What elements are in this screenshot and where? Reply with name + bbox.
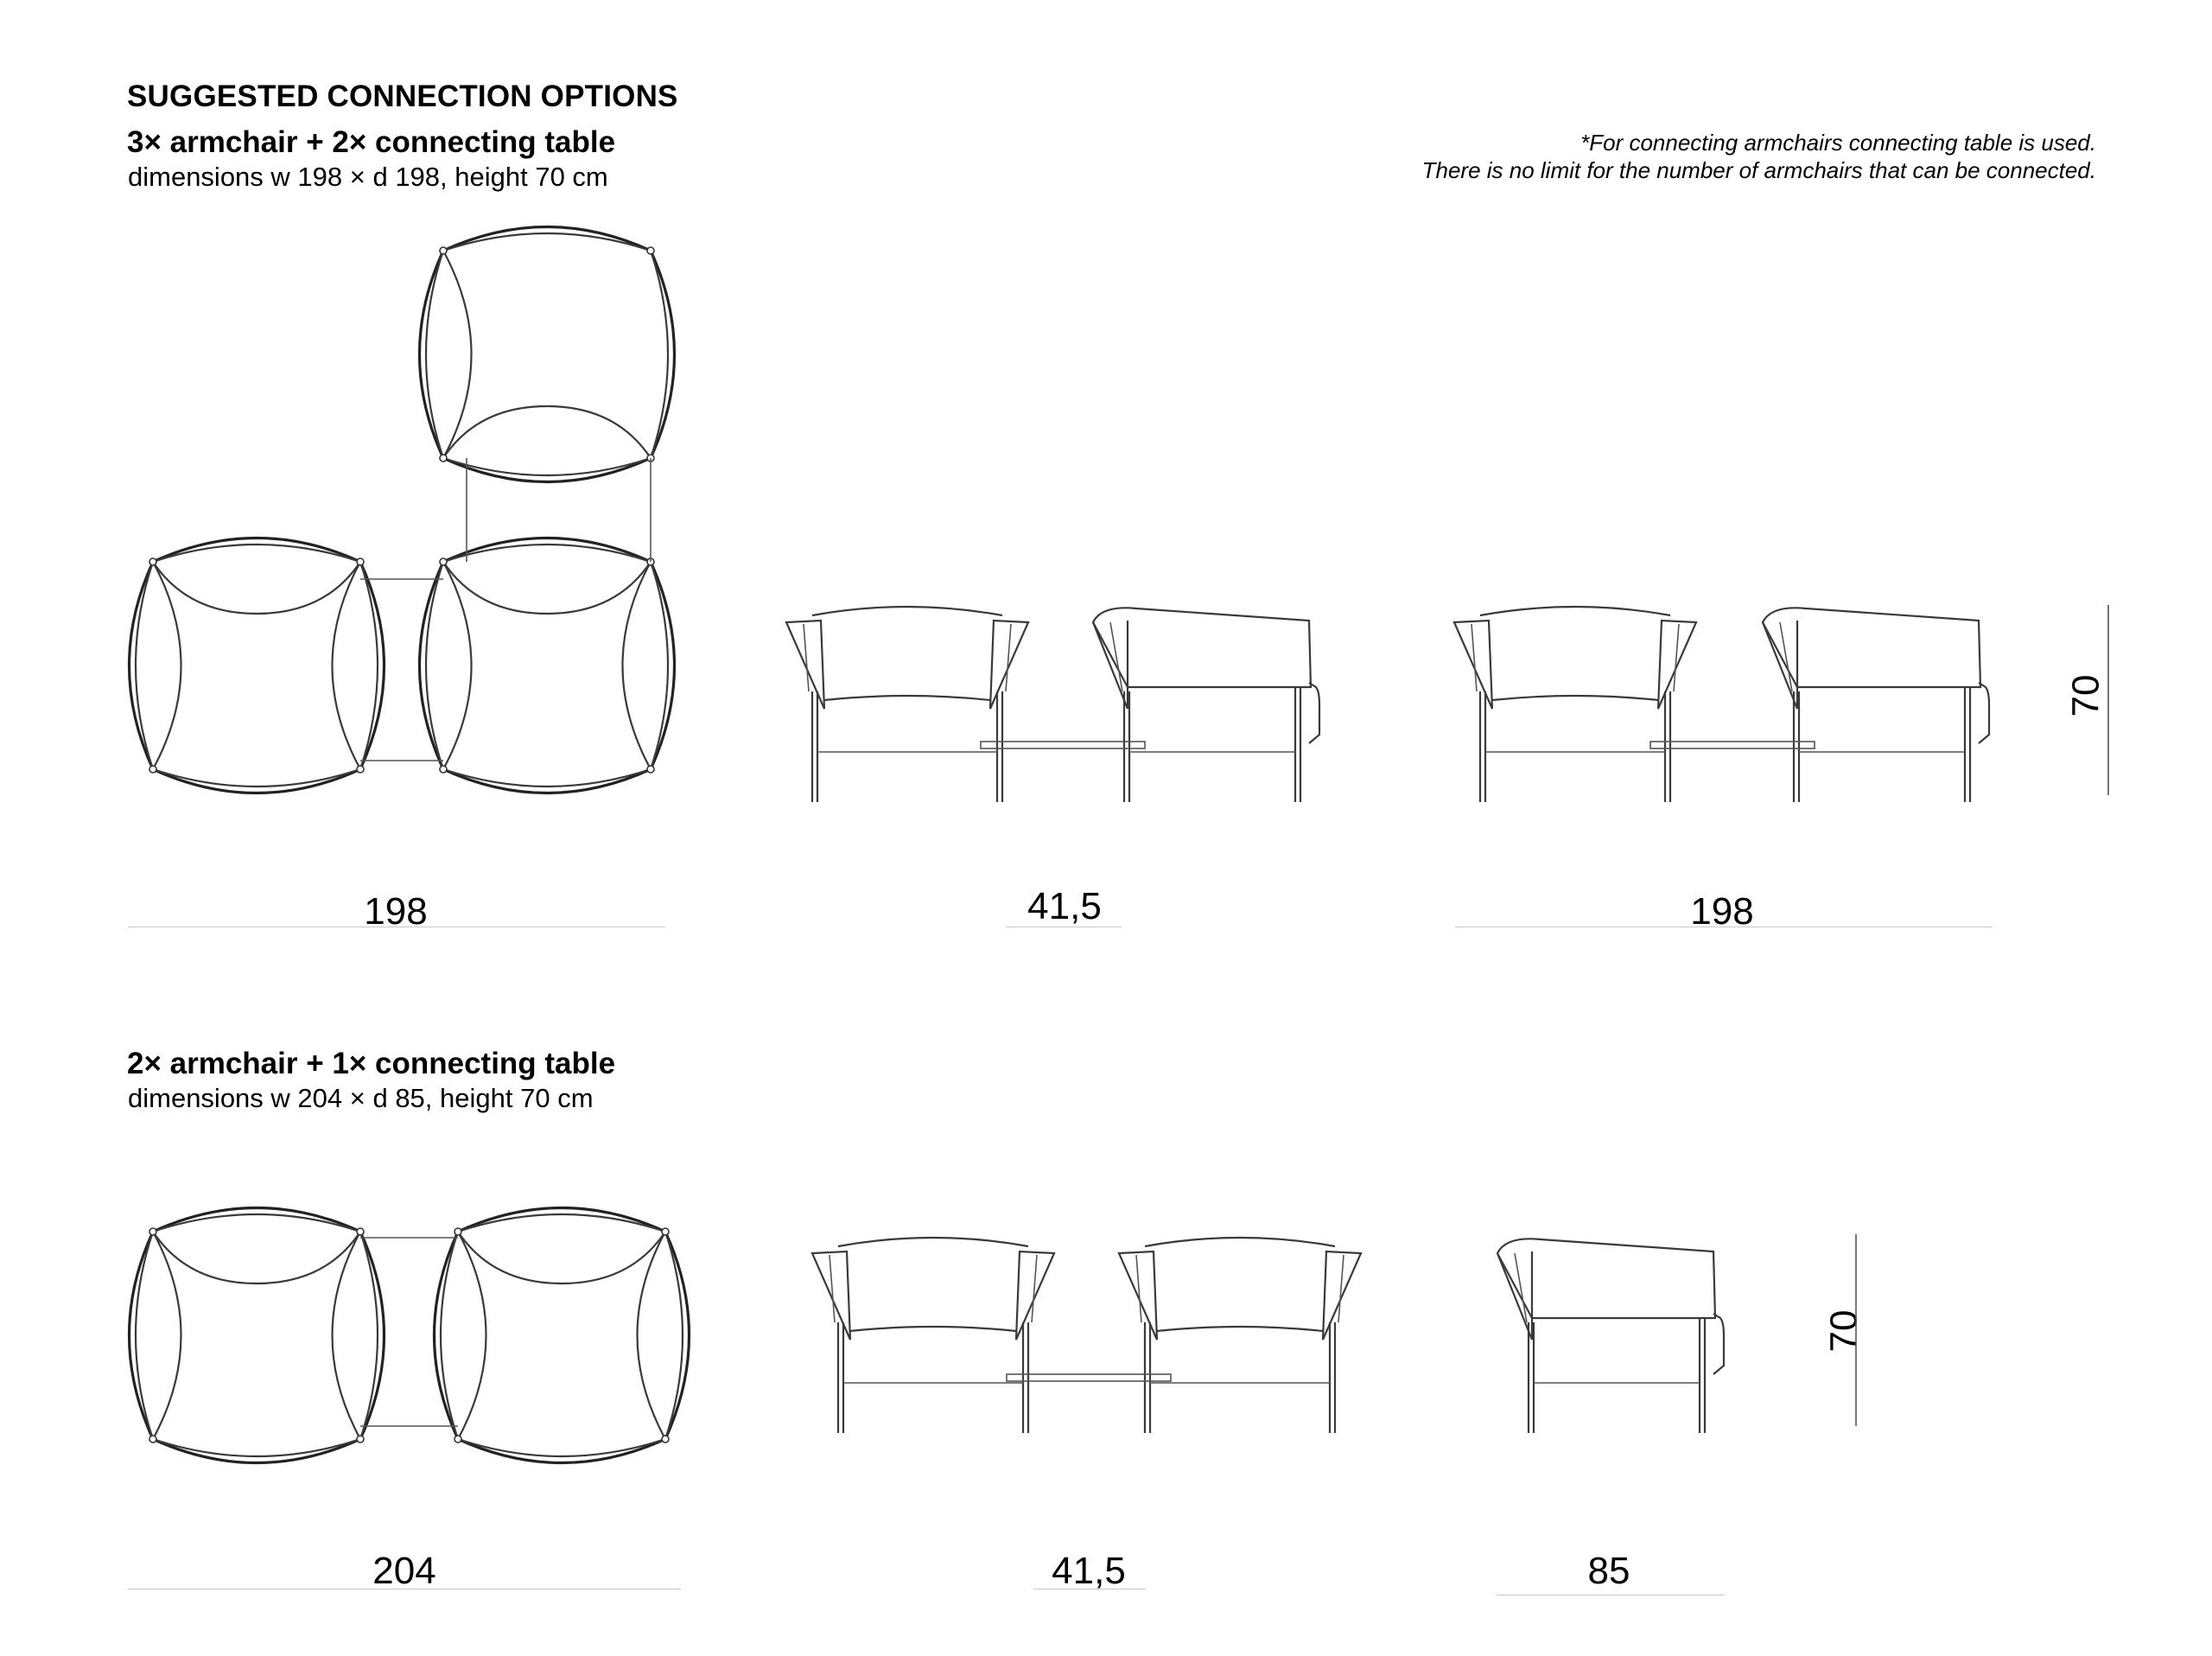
option2-height-label: 70: [1822, 1309, 1866, 1353]
option1-height-label: 70: [2064, 674, 2107, 717]
option2-side-depth-label: 85: [1587, 1550, 1630, 1592]
option2-title: 2× armchair + 1× connecting table: [127, 1047, 616, 1080]
option1-plan-view: [130, 227, 675, 793]
option2-table-width-label: 41,5: [1052, 1550, 1126, 1592]
option2-plan-view: [130, 1208, 690, 1463]
option1-side-width-label: 198: [1690, 890, 1754, 933]
note-line-1: *For connecting armchairs connecting table is used.: [1580, 130, 2096, 156]
option2-side-view: [1497, 1234, 1856, 1433]
note-line-2: There is no limit for the number of armchairs that can be connected.: [1421, 157, 2096, 183]
option1-plan-width-label: 198: [364, 890, 428, 933]
option1-table-width-label: 41,5: [1027, 885, 1102, 927]
option1-side-view: [1454, 605, 2108, 802]
option2-dimensions: dimensions w 204 × d 85, height 70 cm: [128, 1083, 594, 1113]
option2-plan-width-label: 204: [372, 1550, 436, 1592]
option2-front-view: [812, 1238, 1361, 1433]
page-title: SUGGESTED CONNECTION OPTIONS: [127, 80, 678, 113]
option1-dimensions: dimensions w 198 × d 198, height 70 cm: [128, 162, 608, 192]
option1-front-view: [786, 607, 1319, 802]
option1-title: 3× armchair + 2× connecting table: [127, 125, 616, 159]
